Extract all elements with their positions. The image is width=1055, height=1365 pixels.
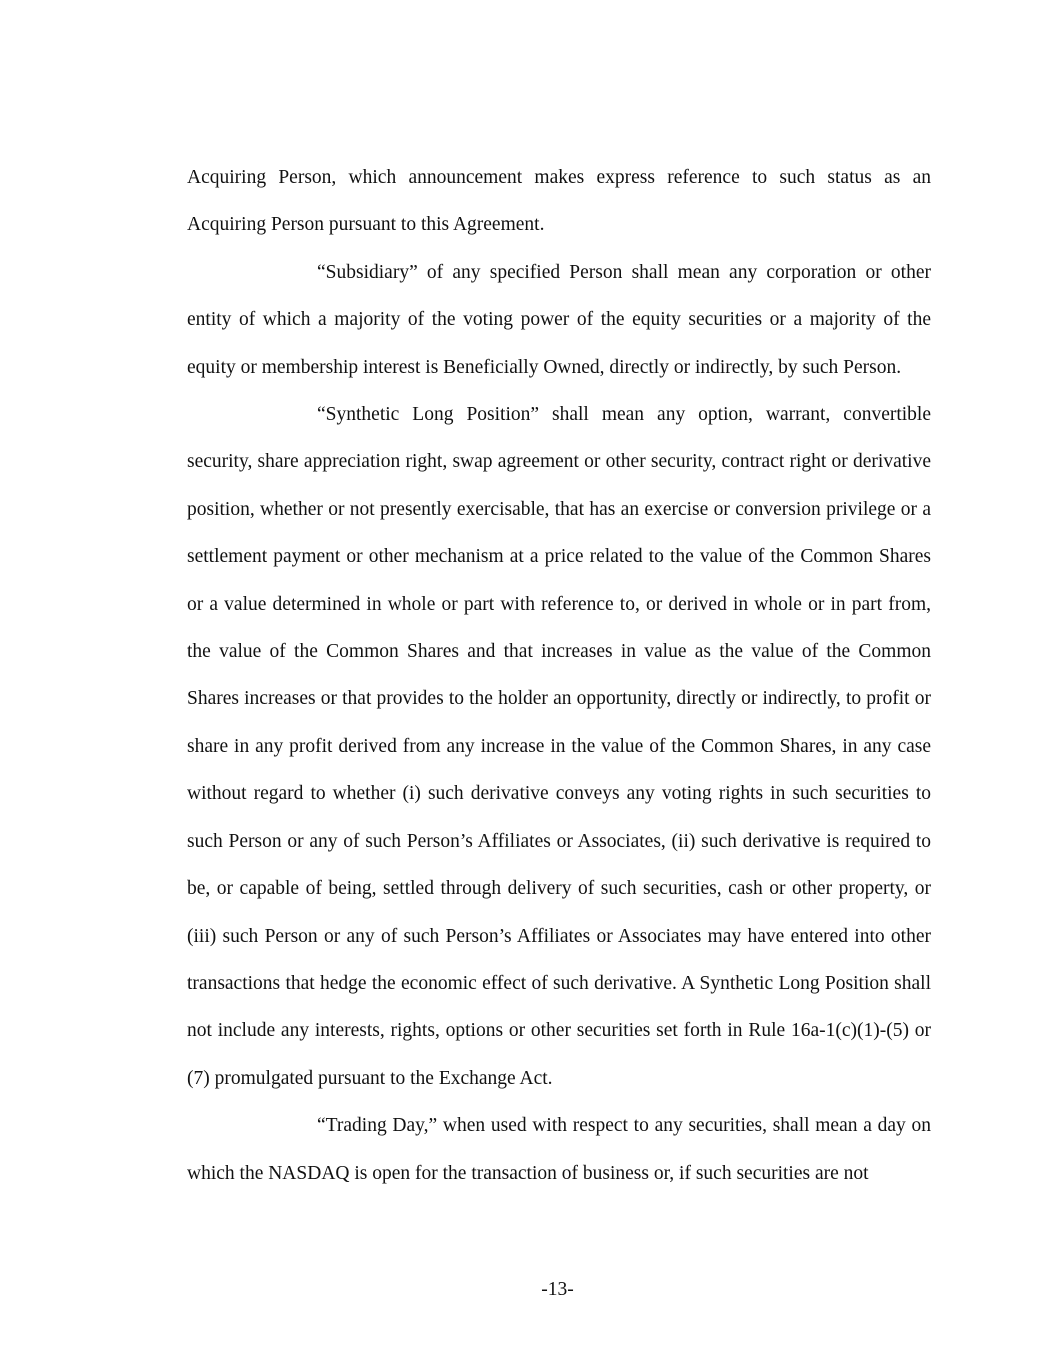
page-number: -13- [541,1279,574,1300]
paragraph-trading-day-definition: “Trading Day,” when used with respect to any securities, shall mean a day on which the NASDAQ is open for the transaction of business or, if such securities are not [187,1115,931,1184]
paragraph-acquiring-person-continued: Acquiring Person, which announcement makes express reference to such status as an Acquiring Person pursuant to this Agreement. [187,167,931,236]
document-body [187,154,931,1197]
paragraph-synthetic-long-position-definition: “Synthetic Long Position” shall mean any option, warrant, convertible security, share appreciation right, swap agreement or other security, contract right or derivative position, whether or not presently exercisable, that has an exercise or conversion privilege or a settlement payment or other mechanism at a price related to the value of the Common Shares or a value determined in whole or part with reference to, or derived in whole or in part from, the value of the Common Shares and that increases in value as the value of the Common Shares increases or that provides to the holder an opportunity, directly or indirectly, to profit or share in any profit derived from any increase in the value of the Common Shares, in any case without regard to whether (i) such derivative conveys any voting rights in such securities to such Person or any of such Person’s Affiliates or Associates, (ii) such derivative is required to be, or capable of being, settled through delivery of such securities, cash or other property, or (iii) such Person or any of such Person’s Affiliates or Associates may have entered into other transactions that hedge the economic effect of such derivative. A Synthetic Long Position shall not include any interests, rights, options or other securities set forth in Rule 16a-1(c)(1)-(5) or (7) promulgated pursuant to the Exchange Act. [187,404,931,1089]
paragraph-subsidiary-definition: “Subsidiary” of any specified Person shall mean any corporation or other entity of which a majority of the voting power of the equity securities or a majority of the equity or membership interest is Beneficially Owned, directly or indirectly, by such Person. [187,261,931,378]
